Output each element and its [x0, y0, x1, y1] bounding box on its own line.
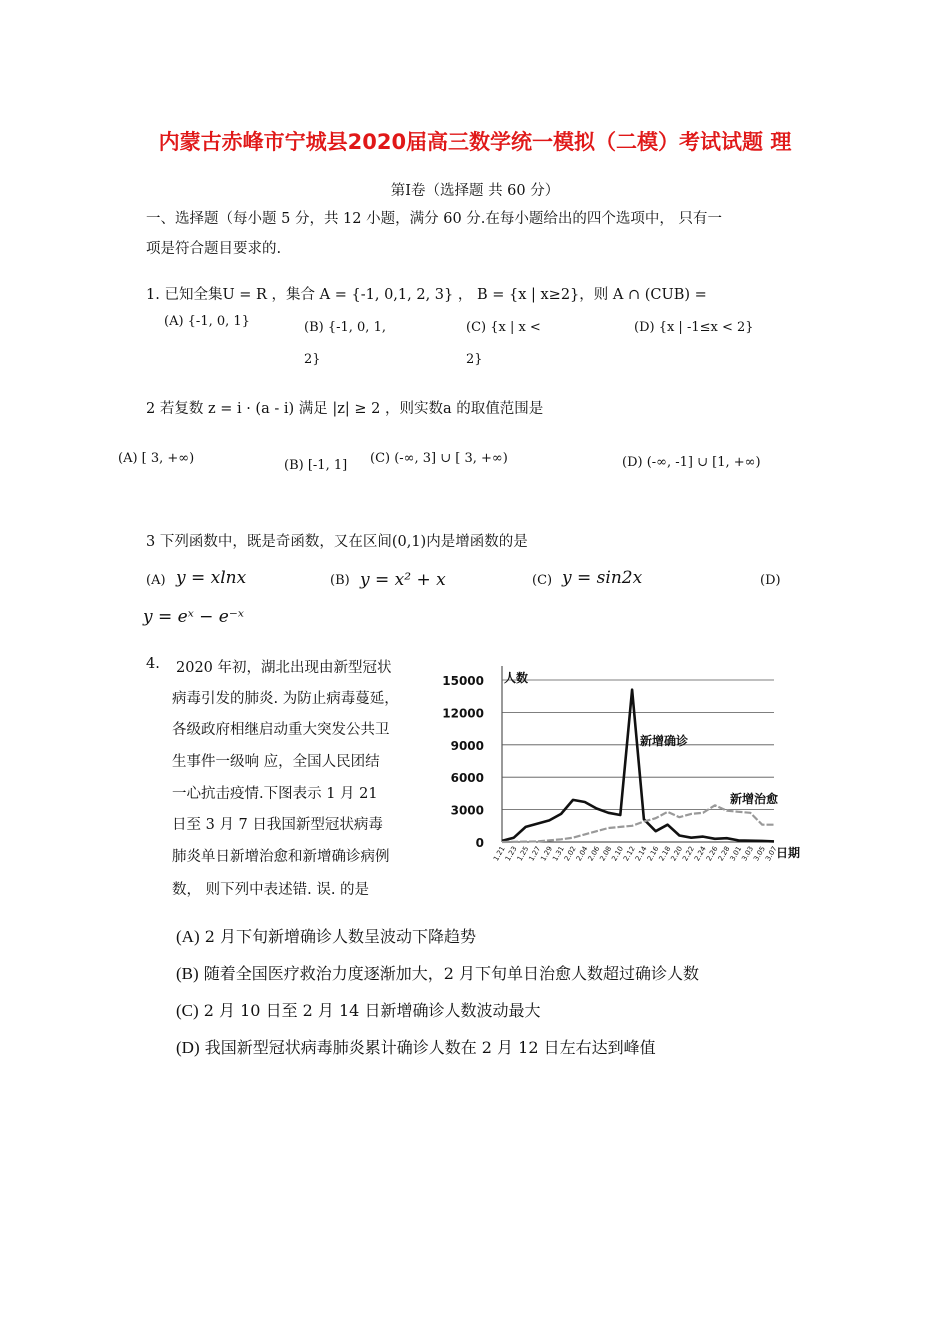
x-tick-label: 2.08: [598, 845, 614, 863]
series-label-new-recovered: 新增治愈: [730, 792, 779, 806]
x-tick-label: 2.28: [716, 845, 732, 863]
x-tick-label: 2.02: [562, 845, 578, 863]
x-tick-label: 3.01: [728, 845, 744, 863]
q3-option-b-label: (B): [330, 573, 350, 588]
q4-text-line: 一心抗击疫情.下图表示 1 月 21: [172, 786, 378, 802]
x-tick-label: 2.22: [681, 845, 696, 863]
x-tick-label: 2.04: [574, 845, 590, 863]
x-tick-label: 1.25: [515, 845, 531, 863]
y-tick-label: 6000: [450, 771, 484, 786]
epidemic-line-chart: [440, 662, 810, 872]
q4-option-b-label: (B): [176, 964, 199, 983]
q2-option-d: (D) (-∞, -1] ∪ [1, +∞): [622, 455, 761, 470]
q3-option-d-expr: y = eˣ − e⁻ˣ: [143, 607, 244, 627]
y-tick-label: 12000: [442, 706, 484, 721]
q4-option-d-text: 我国新型冠状病毒肺炎累计确诊人数在 2 月 12 日左右达到峰值: [204, 1038, 656, 1057]
page-title: 内蒙古赤峰市宁城县2020届高三数学统一模拟（二模）考试试题 理: [158, 130, 792, 154]
x-tick-label: 2.06: [586, 845, 602, 863]
x-tick-label: 3.03: [740, 845, 756, 863]
q4-text-line: 生事件一级响 应，全国人民团结: [172, 754, 380, 770]
q1-option-b-line2: 2}: [304, 352, 321, 367]
x-tick-label: 2.10: [610, 845, 625, 863]
q4-option-b-text: 随着全国医疗救治力度逐渐加大，2 月下旬单日治愈人数超过确诊人数: [203, 964, 700, 983]
x-tick-label: 2.16: [645, 845, 661, 863]
q3-option-a-expr: y = xlnx: [176, 568, 247, 588]
intro-line-1: 一、选择题（每小题 5 分，共 12 小题，满分 60 分.在每小题给出的四个选项中， 只有一: [146, 211, 722, 227]
x-tick-label: 2.20: [669, 845, 685, 863]
q4-text-line: 数， 则下列中表述错. 误. 的是: [172, 882, 370, 898]
y-tick-label: 0: [475, 836, 484, 850]
q4-option-c-label: (C): [176, 1001, 199, 1020]
x-tick-label: 1.27: [527, 845, 543, 863]
q2-option-b: (B) [-1, 1]: [284, 458, 348, 473]
x-tick-label: 1.31: [551, 845, 566, 863]
q2-stem: 2 若复数 z = i · (a - i) 满足 |z| ≥ 2 ，则实数a 的取值范围是: [146, 401, 544, 417]
q3-stem: 3 下列函数中，既是奇函数，又在区间(0,1)内是增函数的是: [146, 534, 528, 550]
x-tick-label: 1.23: [503, 845, 519, 863]
y-axis-label: 人数: [504, 671, 529, 685]
q4-text-line: 病毒引发的肺炎. 为防止病毒蔓延，: [172, 691, 399, 707]
y-tick-label: 15000: [442, 674, 484, 688]
section-heading: 第Ⅰ卷（选择题 共 60 分）: [390, 183, 560, 199]
x-tick-label: 2.12: [622, 845, 637, 863]
q4-option-d: [176, 1035, 656, 1058]
intro-line-2: 项是符合题目要求的.: [146, 241, 282, 257]
q4-option-c: [176, 998, 540, 1021]
q2-option-c: (C) (-∞, 3] ∪ [ 3, +∞): [370, 451, 508, 466]
q4-text-line: 各级政府相继启动重大突发公共卫: [172, 722, 390, 738]
q4-text-line: 2020 年初，湖北出现由新型冠状: [176, 660, 392, 676]
x-axis-label: 日期: [776, 846, 801, 860]
q3-option-b-expr: y = x² + x: [360, 570, 446, 590]
q4-option-a: [176, 924, 476, 947]
q3-option-a-label: (A): [146, 573, 166, 588]
q4-text-line: 日至 3 月 7 日我国新型冠状病毒: [172, 817, 383, 833]
q3-option-c-label: (C): [532, 573, 553, 588]
x-tick-label: 1.29: [539, 845, 555, 863]
q4-number: 4.: [146, 656, 160, 672]
series-line-new-recovered: [502, 805, 774, 842]
q4-option-c-text: 2 月 10 日至 2 月 14 日新增确诊人数波动最大: [203, 1001, 541, 1020]
x-tick-label: 2.26: [704, 845, 720, 863]
q4-option-d-label: (D): [176, 1038, 200, 1057]
x-tick-label: 2.18: [657, 845, 673, 863]
q1-option-d: (D) {x | -1≤x < 2}: [634, 320, 754, 335]
x-tick-label: 3.07: [764, 845, 779, 863]
q4-text-line: 肺炎单日新增治愈和新增确诊病例: [172, 849, 390, 865]
q1-option-a: (A) {-1, 0, 1}: [164, 314, 250, 329]
x-tick-label: 2.14: [633, 845, 649, 863]
q4-option-a-text: 2 月下旬新增确诊人数呈波动下降趋势: [204, 927, 476, 946]
series-label-new-confirmed: 新增确诊: [640, 734, 689, 748]
q1-option-c-line2: 2}: [466, 352, 483, 367]
q4-option-a-label: (A): [176, 927, 200, 946]
q1-stem: 1. 已知全集U = R ，集合 A = {-1, 0,1, 2, 3} ， B = {x | x≥2}，则 A ∩ (CUB) =: [146, 287, 707, 303]
x-tick-label: 2.24: [693, 845, 708, 863]
q1-option-c-line1: (C) {x | x <: [466, 320, 541, 335]
x-tick-label: 1.21: [492, 845, 507, 863]
q4-option-b: [176, 961, 699, 984]
x-tick-label: 3.05: [752, 845, 767, 863]
q2-option-a: (A) [ 3, +∞): [118, 451, 195, 466]
q1-option-b-line1: (B) {-1, 0, 1,: [304, 320, 386, 335]
q3-option-c-expr: y = sin2x: [562, 568, 643, 588]
y-tick-label: 9000: [450, 738, 484, 753]
y-tick-label: 3000: [450, 803, 484, 818]
q3-option-d-label: (D): [760, 573, 781, 588]
